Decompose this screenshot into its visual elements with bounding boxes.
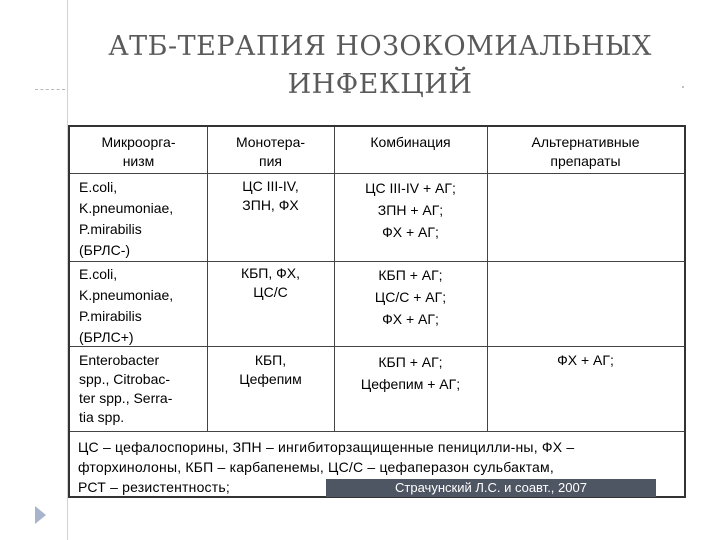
row2-organism [79, 264, 205, 348]
header-alt-line-2: препараты [550, 153, 621, 169]
row1-mono-line-2: ЗПН, ФХ [242, 197, 299, 213]
header-organism [70, 133, 207, 171]
row1-combo [334, 177, 487, 243]
row2-organism-line-4: (БРЛС+) [79, 329, 134, 345]
row1-mono [207, 177, 334, 215]
title-line-1: АТБ-ТЕРАПИЯ НОЗОКОМИАЛЬНЫХ [108, 31, 652, 62]
row2-combo-line-2: ЦС/С + АГ; [374, 289, 447, 305]
row3-mono [207, 351, 334, 389]
row3-organism [79, 351, 205, 427]
row2-organism-line-2: K.pneumoniae, [79, 287, 174, 303]
row-divider-2 [70, 261, 684, 262]
row1-organism-line-2: K.pneumoniae, [79, 200, 174, 216]
legend-line-2: фторхинолоны, КБП – карбапенемы, ЦС/С – цефаперазон сульбактам, [78, 459, 554, 475]
row2-combo-line-1: КБП + АГ; [378, 267, 443, 283]
header-combination [334, 133, 487, 152]
header-mono-line-1: Монотера- [235, 134, 306, 150]
legend-line-3: РСТ – резистентность; [78, 479, 230, 495]
row3-mono-line-1: КБП, [254, 352, 287, 368]
row2-mono-line-2: ЦС/С [253, 284, 288, 300]
row3-combo [334, 351, 487, 395]
row1-organism-line-1: E.coli, [79, 179, 118, 195]
row3-combo-line-1: КБП + АГ; [378, 354, 443, 370]
row3-alt-line-1: ФХ + АГ; [557, 352, 614, 368]
row3-organism-line-2: spp., Citrobac- [79, 371, 171, 387]
row2-combo-line-3: ФХ + АГ; [382, 311, 439, 327]
row3-organism-line-1: Enterobacter [79, 352, 160, 368]
therapy-table [68, 125, 686, 498]
source-citation: Страчунский Л.С. и соавт., 2007 [326, 479, 656, 497]
row3-alt [487, 351, 684, 370]
header-organism-line-2: низм [122, 153, 155, 169]
legend-line-1: ЦС – цефалоспорины, ЗПН – ингибиторзащищенные пеницилли-ны, ФХ – [78, 439, 575, 455]
title-dash-decoration [35, 89, 65, 90]
row3-organism-line-3: ter spp., Serra- [79, 390, 173, 406]
row2-mono-line-1: КБП, ФХ, [240, 265, 301, 281]
row2-organism-line-1: E.coli, [79, 266, 118, 282]
header-monotherapy [207, 133, 334, 171]
slide-title [80, 28, 680, 104]
header-combo-line-1: Комбинация [370, 134, 451, 150]
slide-bullet-icon [35, 506, 46, 524]
row2-mono [207, 264, 334, 302]
row2-combo [334, 264, 487, 330]
header-alt-line-1: Альтернативные [531, 134, 640, 150]
row1-organism-line-3: P.mirabilis [79, 221, 142, 237]
row1-combo-line-1: ЦС III-IV + АГ; [365, 180, 456, 196]
row-divider-4 [70, 431, 684, 432]
row1-organism [79, 177, 205, 261]
header-organism-line-1: Микроорга- [101, 134, 176, 150]
row1-organism-line-4: (БРЛС-) [79, 242, 131, 258]
row3-combo-line-2: Цефепим + АГ; [360, 376, 461, 392]
header-alternative [487, 133, 684, 171]
title-line-2: ИНФЕКЦИЙ [287, 69, 473, 100]
row3-mono-line-2: Цефепим [239, 371, 302, 387]
row3-organism-line-4: tia spp. [79, 409, 125, 425]
row1-combo-line-2: ЗПН + АГ; [377, 202, 444, 218]
header-mono-line-2: пия [259, 153, 282, 169]
row1-combo-line-3: ФХ + АГ; [382, 224, 439, 240]
title-dot-decoration [682, 86, 684, 88]
row1-mono-line-1: ЦС III-IV, [242, 178, 299, 194]
row2-organism-line-3: P.mirabilis [79, 308, 142, 324]
row-divider-1 [70, 173, 684, 174]
